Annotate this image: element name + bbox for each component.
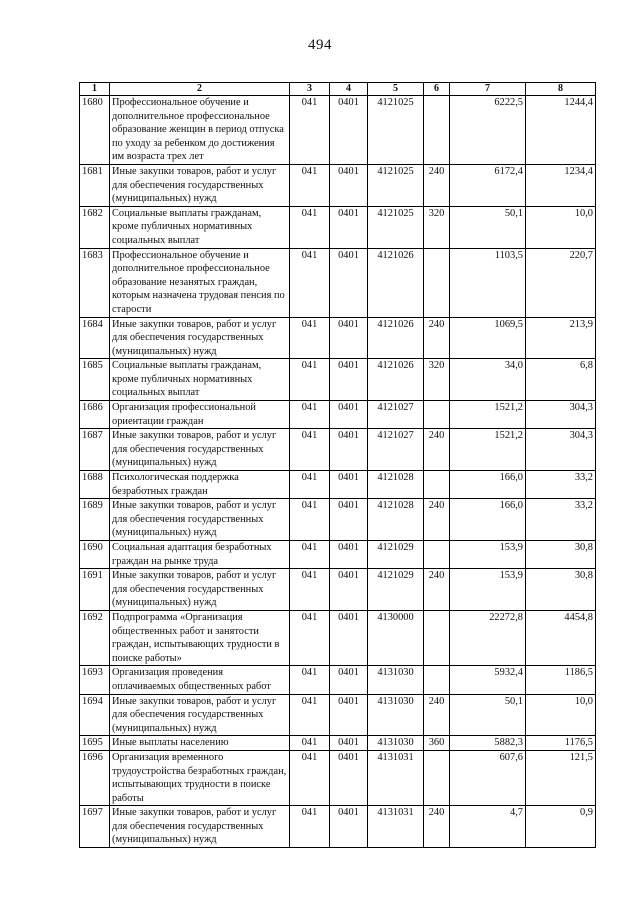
row-number: 1681 — [80, 164, 110, 206]
row-code-4: 0401 — [330, 694, 368, 736]
row-name: Психологическая поддержка безработных граждан — [110, 471, 290, 499]
row-name: Социальные выплаты гражданам, кроме публичных нормативных социальных выплат — [110, 359, 290, 401]
table-row — [80, 750, 596, 805]
row-code-6: 240 — [424, 429, 450, 471]
row-amount-7: 5882,3 — [450, 736, 526, 751]
row-name: Иные закупки товаров, работ и услуг для обеспечения государственных (муниципальных) нужд — [110, 499, 290, 541]
row-number: 1695 — [80, 736, 110, 751]
header-col-6: 6 — [424, 83, 450, 96]
row-name: Иные закупки товаров, работ и услуг для обеспечения государственных (муниципальных) нужд — [110, 317, 290, 359]
row-amount-8: 1186,5 — [526, 666, 596, 694]
row-code-4: 0401 — [330, 401, 368, 429]
row-amount-7: 153,9 — [450, 569, 526, 611]
row-number: 1690 — [80, 541, 110, 569]
row-amount-8: 1244,4 — [526, 96, 596, 165]
row-name: Иные закупки товаров, работ и услуг для обеспечения государственных (муниципальных) нужд — [110, 164, 290, 206]
row-code-5: 4121029 — [368, 569, 424, 611]
row-code-4: 0401 — [330, 248, 368, 317]
row-code-4: 0401 — [330, 736, 368, 751]
row-code-3: 041 — [290, 666, 330, 694]
row-code-6: 240 — [424, 569, 450, 611]
row-amount-7: 1103,5 — [450, 248, 526, 317]
row-code-6 — [424, 471, 450, 499]
row-number: 1693 — [80, 666, 110, 694]
row-code-4: 0401 — [330, 569, 368, 611]
row-amount-7: 1521,2 — [450, 401, 526, 429]
row-code-5: 4121025 — [368, 96, 424, 165]
header-col-3: 3 — [290, 83, 330, 96]
row-code-6 — [424, 96, 450, 165]
row-code-4: 0401 — [330, 359, 368, 401]
row-amount-7: 1069,5 — [450, 317, 526, 359]
row-code-6 — [424, 610, 450, 665]
row-code-6: 240 — [424, 164, 450, 206]
row-code-5: 4121026 — [368, 317, 424, 359]
row-number: 1685 — [80, 359, 110, 401]
row-code-6: 240 — [424, 694, 450, 736]
row-number: 1692 — [80, 610, 110, 665]
table-row — [80, 164, 596, 206]
row-code-5: 4121026 — [368, 359, 424, 401]
row-amount-7: 22272,8 — [450, 610, 526, 665]
header-col-1: 1 — [80, 83, 110, 96]
row-code-5: 4130000 — [368, 610, 424, 665]
row-code-3: 041 — [290, 471, 330, 499]
row-code-4: 0401 — [330, 96, 368, 165]
row-code-6 — [424, 541, 450, 569]
row-code-6: 240 — [424, 499, 450, 541]
row-code-4: 0401 — [330, 541, 368, 569]
row-amount-8: 1176,5 — [526, 736, 596, 751]
row-code-3: 041 — [290, 164, 330, 206]
budget-table — [79, 82, 596, 848]
table-row — [80, 499, 596, 541]
row-code-6: 320 — [424, 359, 450, 401]
table-row — [80, 401, 596, 429]
row-name: Организация проведения оплачиваемых общественных работ — [110, 666, 290, 694]
row-number: 1684 — [80, 317, 110, 359]
row-number: 1686 — [80, 401, 110, 429]
row-amount-8: 304,3 — [526, 429, 596, 471]
row-code-3: 041 — [290, 206, 330, 248]
row-amount-7: 6222,5 — [450, 96, 526, 165]
page-number: 494 — [308, 37, 332, 53]
row-code-3: 041 — [290, 317, 330, 359]
row-amount-7: 50,1 — [450, 206, 526, 248]
table-row — [80, 206, 596, 248]
row-code-5: 4121028 — [368, 499, 424, 541]
row-name: Организация временного трудоустройства безработных граждан, испытывающих трудности в поиске работы — [110, 750, 290, 805]
row-amount-8: 4454,8 — [526, 610, 596, 665]
row-number: 1691 — [80, 569, 110, 611]
row-number: 1688 — [80, 471, 110, 499]
row-amount-7: 153,9 — [450, 541, 526, 569]
row-amount-7: 6172,4 — [450, 164, 526, 206]
row-code-6: 360 — [424, 736, 450, 751]
row-amount-7: 5932,4 — [450, 666, 526, 694]
row-amount-8: 33,2 — [526, 471, 596, 499]
row-code-5: 4131031 — [368, 806, 424, 848]
row-name: Иные выплаты населению — [110, 736, 290, 751]
row-amount-7: 1521,2 — [450, 429, 526, 471]
row-number: 1683 — [80, 248, 110, 317]
table-row — [80, 359, 596, 401]
table-row — [80, 471, 596, 499]
header-col-5: 5 — [368, 83, 424, 96]
row-name: Социальные выплаты гражданам, кроме публичных нормативных социальных выплат — [110, 206, 290, 248]
row-name: Социальная адаптация безработных граждан на рынке труда — [110, 541, 290, 569]
table-row — [80, 248, 596, 317]
row-code-6: 240 — [424, 317, 450, 359]
table-row — [80, 541, 596, 569]
table-row — [80, 96, 596, 165]
row-code-5: 4121025 — [368, 206, 424, 248]
row-code-4: 0401 — [330, 471, 368, 499]
row-number: 1682 — [80, 206, 110, 248]
row-code-3: 041 — [290, 541, 330, 569]
row-code-5: 4121027 — [368, 429, 424, 471]
table-row — [80, 569, 596, 611]
row-code-3: 041 — [290, 569, 330, 611]
row-code-3: 041 — [290, 359, 330, 401]
row-code-6: 320 — [424, 206, 450, 248]
row-number: 1680 — [80, 96, 110, 165]
row-name: Иные закупки товаров, работ и услуг для обеспечения государственных (муниципальных) нужд — [110, 429, 290, 471]
header-col-4: 4 — [330, 83, 368, 96]
header-col-7: 7 — [450, 83, 526, 96]
row-amount-8: 220,7 — [526, 248, 596, 317]
row-code-5: 4121027 — [368, 401, 424, 429]
row-amount-8: 30,8 — [526, 569, 596, 611]
row-code-3: 041 — [290, 806, 330, 848]
row-code-6 — [424, 248, 450, 317]
row-code-3: 041 — [290, 248, 330, 317]
row-amount-7: 166,0 — [450, 499, 526, 541]
row-code-6 — [424, 750, 450, 805]
row-amount-7: 4,7 — [450, 806, 526, 848]
row-code-5: 4121026 — [368, 248, 424, 317]
row-code-5: 4131030 — [368, 666, 424, 694]
row-amount-8: 213,9 — [526, 317, 596, 359]
row-code-4: 0401 — [330, 429, 368, 471]
row-code-4: 0401 — [330, 806, 368, 848]
row-amount-8: 1234,4 — [526, 164, 596, 206]
row-code-3: 041 — [290, 736, 330, 751]
row-amount-8: 10,0 — [526, 206, 596, 248]
row-code-3: 041 — [290, 750, 330, 805]
row-code-5: 4121028 — [368, 471, 424, 499]
row-code-5: 4131031 — [368, 750, 424, 805]
row-amount-7: 34,0 — [450, 359, 526, 401]
row-amount-8: 10,0 — [526, 694, 596, 736]
row-code-6 — [424, 401, 450, 429]
header-col-2: 2 — [110, 83, 290, 96]
row-amount-7: 166,0 — [450, 471, 526, 499]
row-code-3: 041 — [290, 499, 330, 541]
row-code-5: 4121029 — [368, 541, 424, 569]
row-code-4: 0401 — [330, 610, 368, 665]
table-row — [80, 666, 596, 694]
row-code-3: 041 — [290, 610, 330, 665]
row-code-3: 041 — [290, 694, 330, 736]
row-code-4: 0401 — [330, 750, 368, 805]
table-row — [80, 694, 596, 736]
table-row — [80, 806, 596, 848]
row-amount-8: 6,8 — [526, 359, 596, 401]
row-code-3: 041 — [290, 401, 330, 429]
row-number: 1694 — [80, 694, 110, 736]
row-number: 1689 — [80, 499, 110, 541]
row-amount-8: 304,3 — [526, 401, 596, 429]
row-amount-7: 607,6 — [450, 750, 526, 805]
row-amount-7: 50,1 — [450, 694, 526, 736]
row-amount-8: 121,5 — [526, 750, 596, 805]
row-name: Организация профессиональной ориентации граждан — [110, 401, 290, 429]
table-row — [80, 317, 596, 359]
row-code-3: 041 — [290, 429, 330, 471]
row-code-4: 0401 — [330, 164, 368, 206]
row-code-3: 041 — [290, 96, 330, 165]
row-name: Иные закупки товаров, работ и услуг для обеспечения государственных (муниципальных) нужд — [110, 694, 290, 736]
row-code-5: 4121025 — [368, 164, 424, 206]
table-header-row — [80, 83, 596, 96]
row-code-4: 0401 — [330, 206, 368, 248]
row-code-6 — [424, 666, 450, 694]
row-name: Профессиональное обучение и дополнительное профессиональное образование женщин в период отпуска по уходу за ребенком до достижения им возраста трех лет — [110, 96, 290, 165]
table-row — [80, 736, 596, 751]
row-code-4: 0401 — [330, 499, 368, 541]
row-code-5: 4131030 — [368, 694, 424, 736]
row-code-4: 0401 — [330, 317, 368, 359]
row-code-5: 4131030 — [368, 736, 424, 751]
row-number: 1687 — [80, 429, 110, 471]
row-name: Профессиональное обучение и дополнительное профессиональное образование незанятых граждан, которым назначена трудовая пенсия по старости — [110, 248, 290, 317]
row-code-4: 0401 — [330, 666, 368, 694]
row-name: Подпрограмма «Организация общественных работ и занятости граждан, испытывающих трудности в поиске работы» — [110, 610, 290, 665]
row-amount-8: 33,2 — [526, 499, 596, 541]
row-number: 1696 — [80, 750, 110, 805]
row-amount-8: 0,9 — [526, 806, 596, 848]
row-name: Иные закупки товаров, работ и услуг для обеспечения государственных (муниципальных) нужд — [110, 806, 290, 848]
row-code-6: 240 — [424, 806, 450, 848]
row-number: 1697 — [80, 806, 110, 848]
header-col-8: 8 — [526, 83, 596, 96]
row-amount-8: 30,8 — [526, 541, 596, 569]
table-row — [80, 429, 596, 471]
table-row — [80, 610, 596, 665]
row-name: Иные закупки товаров, работ и услуг для обеспечения государственных (муниципальных) нужд — [110, 569, 290, 611]
